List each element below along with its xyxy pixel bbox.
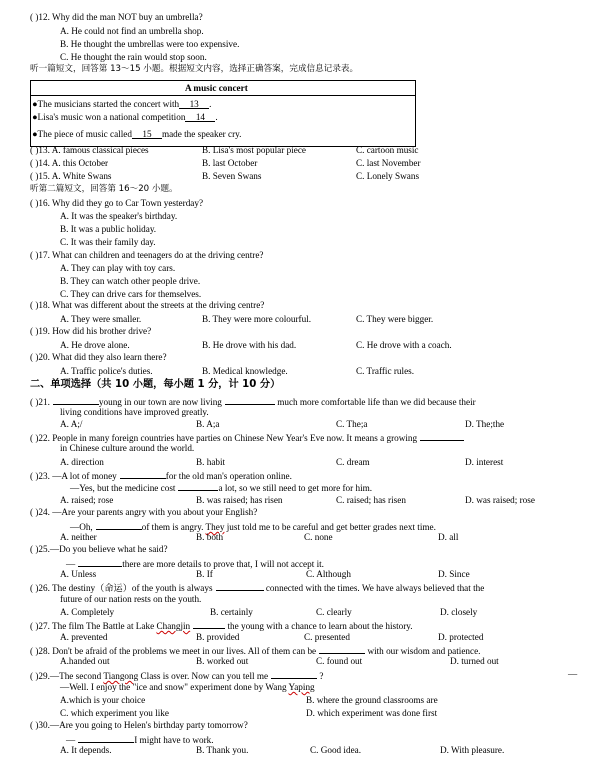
table-title: A music concert <box>185 83 248 93</box>
q27-stem: ( )27. The film The Battle at Lake Changjin the young with a chance to learn about the history. <box>30 621 413 631</box>
blank <box>420 431 464 441</box>
q29-dash: — <box>568 669 578 679</box>
q20-stem: ( )20. What did they also learn there? <box>30 352 167 362</box>
q29-options-cd: C. which experiment you like D. which experiment was done first <box>60 708 438 718</box>
q29-options-ab: A.which is your choice B. where the ground classrooms are <box>60 695 438 705</box>
q22-options: A. direction B. habit C. dream D. interest <box>60 457 504 467</box>
blank-15: 15 <box>132 129 162 139</box>
q26-stem: ( )26. The destiny（命运）of the youth is always connected with the times. We have always believed that the <box>30 583 485 593</box>
q12-option-b: B. He thought the umbrellas were too expensive. <box>60 39 240 49</box>
q26-stem-cont: future of our nation rests on the youth. <box>60 594 202 604</box>
q30-stem: ( )30.—Are you going to Helen's birthday party tomorrow? <box>30 720 248 730</box>
q16-stem: ( )16. Why did they go to Car Town yesterday? <box>30 198 204 208</box>
q22-stem: ( )22. People in many foreign countries have parties on Chinese New Year's Eve now. It means a growing <box>30 431 464 444</box>
q16-option-c: C. It was their family day. <box>60 237 156 247</box>
blank <box>78 733 134 743</box>
q17-option-c: C. They can drive cars for themselves. <box>60 289 202 299</box>
q13-row: ( )13. A. famous classical pieces B. Lisa's most popular piece C. cartoon music <box>30 145 419 155</box>
blank <box>193 619 225 629</box>
q23-options: A. raised; rose B. was raised; has risen C. raised; has risen D. was raised; rose <box>60 495 535 505</box>
q20-options: A. Traffic police's duties. B. Medical knowledge. C. Traffic rules. <box>60 366 415 376</box>
q23-stem-cont: —Yes, but the medicine cost a lot, so we still need to get more for him. <box>70 483 373 493</box>
q23-stem: ( )23. —A lot of money for the old man's operation online. <box>30 471 292 481</box>
q19-options: A. He drove alone. B. He drove with his dad. C. He drove with a coach. <box>60 340 452 350</box>
blank-13: 13 <box>179 99 209 109</box>
q26-options: A. Completely B. certainly C. clearly D. closely <box>60 607 478 617</box>
table-row-15: ●The piece of music called 15 made the speaker cry. <box>32 129 242 139</box>
table-row-13: ●The musicians started the concert with 13 . <box>32 99 212 109</box>
q28-options: A.handed out B. worked out C. found out D. turned out <box>60 656 499 666</box>
q16-option-b: B. It was a public holiday. <box>60 224 157 234</box>
q24-stem: ( )24. —Are your parents angry with you about your English? <box>30 507 258 517</box>
q22-stem-cont: in Chinese culture around the world. <box>60 443 195 453</box>
q15-row: ( )15. A. White Swans B. Seven Swans C. Lonely Swans <box>30 171 420 181</box>
q21-stem: ( )21. young in our town are now living much more comfortable life than we did because their <box>30 397 476 407</box>
q19-stem: ( )19. How did his brother drive? <box>30 326 152 336</box>
q30-options: A. It depends. B. Thank you. C. Good idea. D. With pleasure. <box>60 745 505 755</box>
blank <box>319 644 365 654</box>
blank <box>178 481 218 491</box>
q14-row: ( )14. A. this October B. last October C. last November <box>30 158 421 168</box>
q25-options: A. Unless B. If C. Although D. Since <box>60 569 470 579</box>
q17-option-b: B. They can watch other people drive. <box>60 276 201 286</box>
q25-stem-cont: — there are more details to prove that, I will not accept it. <box>66 559 324 569</box>
blank-14: 14 <box>185 112 215 122</box>
passage2-instruction: 听第二篇短文，回答第 16～20 小题。 <box>30 184 178 194</box>
q21-stem-cont: living conditions have improved greatly. <box>60 407 209 417</box>
q30-stem-cont: — I might have to work. <box>66 735 214 745</box>
blank <box>216 581 264 591</box>
blank <box>78 557 122 567</box>
blank <box>271 669 317 679</box>
q24-options: A. neither B. both C. none D. all <box>60 532 459 542</box>
section2-heading: 二、单项选择（共 10 小题，每小题 1 分，计 10 分） <box>30 379 281 390</box>
q18-stem: ( )18. What was different about the streets at the driving centre? <box>30 300 265 310</box>
blank <box>96 520 142 530</box>
q12-option-a: A. He could not find an umbrella shop. <box>60 26 204 36</box>
q17-option-a: A. They can play with toy cars. <box>60 263 176 273</box>
q21-options: A. A;/ B. A;a C. The;a D. The;the <box>60 419 505 429</box>
q24-stem-cont: —Oh, of them is angry. They just told me to be careful and get better grades next time. <box>70 522 436 532</box>
q12-stem: ( )12. Why did the man NOT buy an umbrella? <box>30 12 203 22</box>
passage1-instruction: 听一篇短文，回答第 13～15 小题。根据短文内容，选择正确答案，完成信息记录表。 <box>30 64 359 74</box>
q27-options: A. prevented B. provided C. presented D. protected <box>60 632 484 642</box>
q16-option-a: A. It was the speaker's birthday. <box>60 211 178 221</box>
q29-stem: ( )29.—The second Tiangong Class is over. Now can you tell me ? <box>30 671 324 681</box>
blank <box>53 395 99 405</box>
q12-option-c: C. He thought the rain would stop soon. <box>60 52 207 62</box>
q17-stem: ( )17. What can children and teenagers do at the driving centre? <box>30 250 264 260</box>
q18-options: A. They were smaller. B. They were more colourful. C. They were bigger. <box>60 314 434 324</box>
blank <box>225 395 275 405</box>
blank <box>120 469 166 479</box>
q29-stem-cont: —Well. I enjoy the "ice and snow" experiment done by Wang Yaping <box>60 682 315 692</box>
table-divider <box>30 95 415 96</box>
table-row-14: ●Lisa's music won a national competition 14 . <box>32 112 218 122</box>
q25-stem: ( )25.—Do you believe what he said? <box>30 544 168 554</box>
q28-stem: ( )28. Don't be afraid of the problems we meet in our lives. All of them can be with our wisdom and patience. <box>30 646 481 656</box>
